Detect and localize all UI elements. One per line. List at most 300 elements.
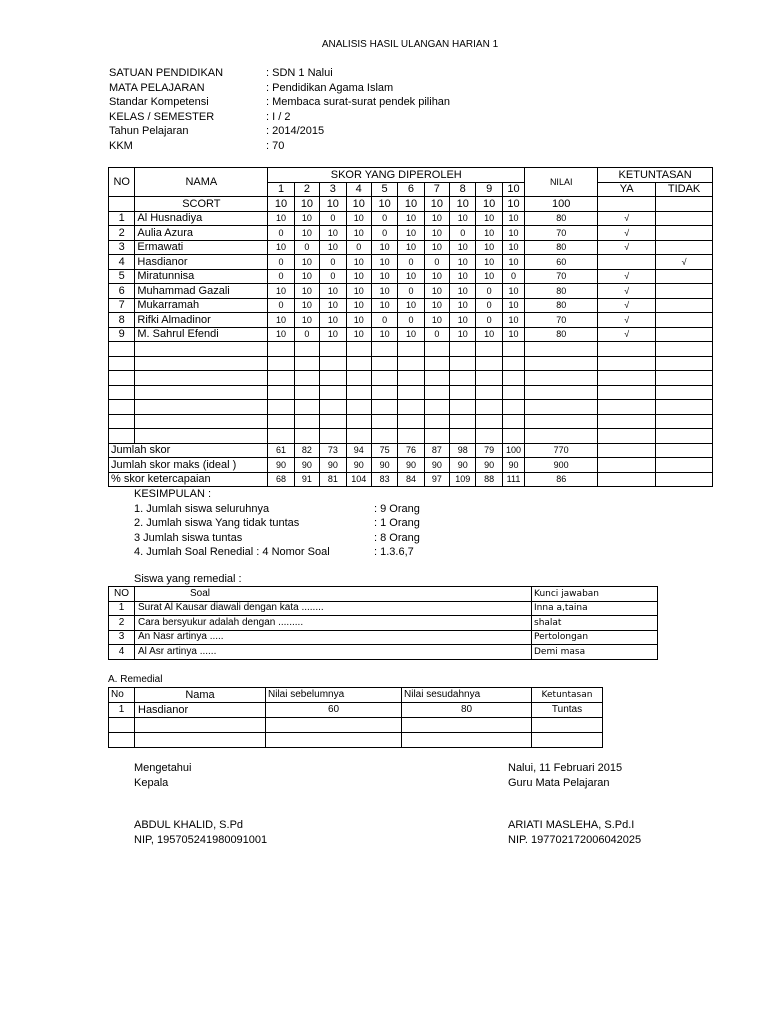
- scort-value: 10: [268, 197, 294, 212]
- summary-value: 87: [424, 443, 449, 458]
- student-score: 10: [371, 327, 397, 342]
- summary-ya: [598, 458, 656, 473]
- student-nilai: 70: [525, 313, 598, 328]
- empty-cell: [525, 342, 598, 357]
- empty-cell: [525, 371, 598, 386]
- table-row: [109, 645, 658, 660]
- score-table: [108, 167, 713, 487]
- empty-cell: [266, 733, 402, 748]
- summary-value: 83: [371, 472, 397, 487]
- student-score: 10: [398, 240, 424, 255]
- scort-value: 10: [320, 197, 346, 212]
- student-score: 10: [294, 284, 319, 299]
- summary-value: 90: [424, 458, 449, 473]
- kesimpulan-label: 1. Jumlah siswa seluruhnya: [134, 502, 270, 515]
- summary-label: Jumlah skor: [109, 443, 268, 458]
- empty-cell: [320, 371, 346, 386]
- header-ketuntasan: KETUNTASAN: [598, 168, 713, 183]
- table-row: [109, 226, 713, 241]
- student-score: 10: [398, 298, 424, 313]
- student-score: 10: [502, 226, 524, 241]
- check-ya: √: [598, 240, 656, 255]
- empty-cell: [266, 718, 402, 733]
- summary-value: 100: [502, 443, 524, 458]
- student-score: 0: [371, 313, 397, 328]
- summary-value: 90: [476, 458, 502, 473]
- header-no: NO: [109, 168, 135, 197]
- summary-value: 90: [398, 458, 424, 473]
- student-no: 2: [109, 226, 135, 241]
- summary-value: 94: [346, 443, 371, 458]
- student-score: 10: [502, 255, 524, 270]
- student-no: 4: [109, 255, 135, 270]
- summary-value: 75: [371, 443, 397, 458]
- school-info: [109, 66, 450, 153]
- summary-tidak: [656, 472, 713, 487]
- info-label: KELAS / SEMESTER: [109, 110, 215, 123]
- empty-cell: [294, 385, 319, 400]
- rem-no: 1: [109, 703, 135, 718]
- empty-row: [109, 385, 713, 400]
- summary-row: [109, 443, 713, 458]
- student-score: 0: [268, 226, 294, 241]
- sig-left-line1: Mengetahui: [134, 762, 192, 774]
- info-label: Tahun Pelajaran: [109, 125, 189, 137]
- student-score: 10: [346, 298, 371, 313]
- scort-value: 10: [424, 197, 449, 212]
- student-score: 0: [268, 298, 294, 313]
- empty-cell: [476, 371, 502, 386]
- summary-value: 61: [268, 443, 294, 458]
- student-nilai: 70: [525, 269, 598, 284]
- empty-cell: [402, 718, 532, 733]
- kesimpulan-value: : 8 Orang: [374, 531, 420, 544]
- empty-cell: [476, 356, 502, 371]
- scort-no: [109, 197, 135, 212]
- student-score: 10: [424, 313, 449, 328]
- summary-value: 91: [294, 472, 319, 487]
- soal-no: 1: [109, 601, 135, 616]
- table-row: [109, 255, 713, 270]
- empty-cell: [424, 385, 449, 400]
- student-score: 10: [268, 313, 294, 328]
- student-score: 10: [268, 284, 294, 299]
- student-score: 10: [502, 284, 524, 299]
- student-score: 0: [268, 255, 294, 270]
- summary-ya: [598, 443, 656, 458]
- empty-cell: [371, 400, 397, 415]
- empty-cell: [268, 371, 294, 386]
- empty-cell: [598, 356, 656, 371]
- kesimpulan-label: 2. Jumlah siswa Yang tidak tuntas: [134, 517, 300, 529]
- scort-row: [109, 197, 713, 212]
- student-name: Miratunnisa: [135, 269, 268, 284]
- soal-kunci: Inna a,taina: [532, 601, 658, 616]
- signature-right: [508, 761, 641, 848]
- student-score: 10: [424, 211, 449, 226]
- question-number: 7: [424, 182, 449, 197]
- empty-cell: [532, 733, 603, 748]
- question-number: 8: [450, 182, 476, 197]
- summary-value: 90: [371, 458, 397, 473]
- student-score: 0: [268, 269, 294, 284]
- kesimpulan-value: : 9 Orang: [374, 502, 420, 515]
- header-skor: SKOR YANG DIPEROLEH: [268, 168, 525, 183]
- empty-cell: [476, 400, 502, 415]
- student-score: 10: [294, 226, 319, 241]
- empty-cell: [320, 400, 346, 415]
- remedial-students-heading: Siswa yang remedial :: [134, 573, 242, 585]
- summary-nilai: 86: [525, 472, 598, 487]
- empty-cell: [135, 400, 268, 415]
- empty-cell: [424, 342, 449, 357]
- empty-cell: [320, 356, 346, 371]
- empty-cell: [109, 385, 135, 400]
- student-score: 10: [502, 211, 524, 226]
- summary-label: % skor ketercapaian: [109, 472, 268, 487]
- student-score: 10: [294, 211, 319, 226]
- empty-cell: [656, 356, 713, 371]
- summary-value: 90: [320, 458, 346, 473]
- check-ya: √: [598, 298, 656, 313]
- empty-cell: [424, 356, 449, 371]
- student-score: 0: [320, 255, 346, 270]
- empty-row: [109, 718, 715, 733]
- empty-row: [109, 414, 713, 429]
- check-ya: √: [598, 313, 656, 328]
- student-score: 10: [424, 298, 449, 313]
- student-score: 0: [398, 255, 424, 270]
- student-name: Aulia Azura: [135, 226, 268, 241]
- empty-cell: [525, 429, 598, 444]
- check-ya: √: [598, 284, 656, 299]
- student-score: 10: [476, 255, 502, 270]
- summary-value: 73: [320, 443, 346, 458]
- empty-cell: [346, 342, 371, 357]
- empty-row: [109, 356, 713, 371]
- student-score: 10: [320, 284, 346, 299]
- empty-cell: [294, 414, 319, 429]
- check-tidak: [656, 327, 713, 342]
- summary-value: 76: [398, 443, 424, 458]
- question-number: 3: [320, 182, 346, 197]
- student-no: 5: [109, 269, 135, 284]
- table-row: [109, 327, 713, 342]
- soal-text: Al Asr artinya ......: [135, 645, 532, 660]
- empty-cell: [656, 342, 713, 357]
- kesimpulan-item: [134, 531, 420, 546]
- soal-no: 3: [109, 630, 135, 645]
- kesimpulan-item: [134, 502, 420, 517]
- scort-value: 10: [476, 197, 502, 212]
- sig-right-line1: Nalui, 11 Februari 2015: [508, 762, 623, 774]
- student-score: 10: [268, 211, 294, 226]
- empty-cell: [398, 429, 424, 444]
- info-label: Standar Kompetensi: [109, 96, 209, 108]
- scort-label: SCORT: [135, 197, 268, 212]
- kesimpulan-label: 3 Jumlah siswa tuntas: [134, 531, 243, 544]
- student-score: 10: [424, 284, 449, 299]
- student-score: 0: [450, 226, 476, 241]
- student-name: Ermawati: [135, 240, 268, 255]
- summary-value: 90: [268, 458, 294, 473]
- student-score: 0: [294, 327, 319, 342]
- student-score: 10: [476, 240, 502, 255]
- rem-header-no: No: [109, 688, 135, 703]
- sig-left-name: ABDUL KHALID, S.Pd: [134, 819, 244, 831]
- empty-cell: [476, 342, 502, 357]
- info-value: : 2014/2015: [266, 125, 325, 137]
- check-ya: √: [598, 226, 656, 241]
- question-number: 2: [294, 182, 319, 197]
- empty-cell: [109, 356, 135, 371]
- scort-value: 10: [346, 197, 371, 212]
- empty-cell: [109, 400, 135, 415]
- table-row: [109, 601, 658, 616]
- empty-cell: [598, 400, 656, 415]
- table-row: [109, 616, 658, 631]
- rem-blank: [603, 733, 715, 748]
- remedial-heading: A. Remedial: [108, 674, 163, 685]
- student-score: 10: [424, 240, 449, 255]
- empty-cell: [598, 385, 656, 400]
- soal-kunci: Pertolongan: [532, 630, 658, 645]
- empty-cell: [268, 414, 294, 429]
- empty-cell: [502, 371, 524, 386]
- soal-text: Surat Al Kausar diawali dengan kata ........: [135, 601, 532, 616]
- summary-value: 98: [450, 443, 476, 458]
- empty-cell: [525, 414, 598, 429]
- student-score: 10: [450, 284, 476, 299]
- check-ya: √: [598, 327, 656, 342]
- student-score: 10: [502, 313, 524, 328]
- student-nilai: 80: [525, 211, 598, 226]
- info-row: [109, 139, 450, 154]
- soal-kunci: shalat: [532, 616, 658, 631]
- summary-value: 97: [424, 472, 449, 487]
- student-score: 10: [268, 240, 294, 255]
- info-value: : I / 2: [266, 110, 291, 123]
- empty-cell: [525, 400, 598, 415]
- check-tidak: [656, 226, 713, 241]
- rem-header-ketuntasan: Ketuntasan: [532, 688, 603, 703]
- kesimpulan-heading: KESIMPULAN :: [134, 488, 212, 500]
- empty-cell: [598, 429, 656, 444]
- empty-cell: [371, 371, 397, 386]
- kesimpulan-item: [134, 545, 420, 560]
- sig-right-line2: Guru Mata Pelajaran: [508, 777, 610, 789]
- summary-value: 90: [502, 458, 524, 473]
- kesimpulan-value: : 1 Orang: [374, 517, 420, 529]
- info-value: : Membaca surat-surat pendek pilihan: [266, 96, 451, 108]
- student-score: 10: [502, 298, 524, 313]
- empty-cell: [268, 385, 294, 400]
- student-score: 10: [450, 255, 476, 270]
- empty-cell: [598, 342, 656, 357]
- signature-left: [134, 761, 267, 848]
- empty-cell: [424, 414, 449, 429]
- table-row: [109, 211, 713, 226]
- student-score: 10: [346, 226, 371, 241]
- student-nilai: 60: [525, 255, 598, 270]
- student-score: 10: [294, 269, 319, 284]
- student-score: 0: [346, 240, 371, 255]
- soal-header-kunci: Kunci jawaban: [532, 587, 658, 602]
- student-score: 10: [476, 327, 502, 342]
- header-ya: YA: [598, 182, 656, 197]
- info-label: SATUAN PENDIDIKAN: [109, 67, 224, 79]
- summary-nilai: 770: [525, 443, 598, 458]
- student-score: 0: [424, 255, 449, 270]
- empty-cell: [294, 342, 319, 357]
- student-score: 10: [320, 327, 346, 342]
- sig-left-nip: NIP, 195705241980091001: [134, 834, 268, 846]
- student-score: 0: [294, 240, 319, 255]
- student-score: 10: [346, 327, 371, 342]
- summary-ya: [598, 472, 656, 487]
- empty-cell: [268, 356, 294, 371]
- empty-cell: [320, 342, 346, 357]
- empty-cell: [450, 356, 476, 371]
- student-no: 9: [109, 327, 135, 342]
- empty-cell: [346, 371, 371, 386]
- rem-header-nama: Nama: [135, 688, 266, 703]
- student-score: 10: [450, 298, 476, 313]
- sig-right-nip: NIP. 197702172006042025: [508, 834, 642, 846]
- check-tidak: [656, 284, 713, 299]
- summary-nilai: 900: [525, 458, 598, 473]
- table-row: [109, 269, 713, 284]
- rem-blank: [603, 688, 715, 703]
- student-name: Hasdianor: [135, 255, 268, 270]
- empty-cell: [502, 356, 524, 371]
- check-tidak: √: [656, 255, 713, 270]
- empty-cell: [320, 429, 346, 444]
- rem-blank: [603, 703, 715, 718]
- student-score: 0: [320, 211, 346, 226]
- info-value: : SDN 1 Nalui: [266, 67, 333, 79]
- scort-value: 10: [294, 197, 319, 212]
- student-score: 10: [346, 269, 371, 284]
- student-name: Rifki Almadinor: [135, 313, 268, 328]
- empty-row: [109, 342, 713, 357]
- student-score: 10: [320, 313, 346, 328]
- empty-cell: [371, 385, 397, 400]
- empty-cell: [525, 356, 598, 371]
- scort-ya: [598, 197, 656, 212]
- empty-cell: [532, 718, 603, 733]
- summary-value: 90: [450, 458, 476, 473]
- empty-cell: [502, 400, 524, 415]
- student-score: 0: [476, 298, 502, 313]
- empty-cell: [371, 356, 397, 371]
- summary-value: 84: [398, 472, 424, 487]
- empty-cell: [450, 400, 476, 415]
- student-score: 0: [476, 313, 502, 328]
- summary-row: [109, 458, 713, 473]
- scort-value: 10: [398, 197, 424, 212]
- summary-value: 82: [294, 443, 319, 458]
- student-score: 10: [398, 269, 424, 284]
- soal-no: 2: [109, 616, 135, 631]
- empty-cell: [398, 400, 424, 415]
- rem-nama: Hasdianor: [135, 703, 266, 718]
- summary-value: 109: [450, 472, 476, 487]
- info-row: [109, 110, 450, 125]
- empty-row: [109, 733, 715, 748]
- student-name: M. Sahrul Efendi: [135, 327, 268, 342]
- table-row: [109, 313, 713, 328]
- student-score: 0: [398, 313, 424, 328]
- rem-sesudah: 80: [402, 703, 532, 718]
- empty-cell: [402, 733, 532, 748]
- rem-header-sesudah: Nilai sesudahnya: [402, 688, 532, 703]
- student-score: 0: [424, 327, 449, 342]
- empty-cell: [398, 385, 424, 400]
- empty-row: [109, 371, 713, 386]
- empty-cell: [294, 356, 319, 371]
- summary-tidak: [656, 458, 713, 473]
- student-nilai: 80: [525, 298, 598, 313]
- empty-cell: [109, 371, 135, 386]
- info-row: [109, 124, 450, 139]
- summary-value: 81: [320, 472, 346, 487]
- empty-cell: [525, 385, 598, 400]
- scort-value: 10: [371, 197, 397, 212]
- student-score: 10: [371, 240, 397, 255]
- empty-cell: [450, 414, 476, 429]
- empty-cell: [398, 414, 424, 429]
- question-number: 9: [476, 182, 502, 197]
- student-score: 10: [268, 327, 294, 342]
- empty-cell: [109, 414, 135, 429]
- student-score: 10: [346, 211, 371, 226]
- sig-right-name: ARIATI MASLEHA, S.Pd.I: [508, 819, 635, 831]
- empty-cell: [135, 718, 266, 733]
- soal-text: Cara bersyukur adalah dengan .........: [135, 616, 532, 631]
- remedial-question-table: [108, 586, 658, 660]
- empty-cell: [371, 429, 397, 444]
- empty-cell: [450, 342, 476, 357]
- summary-value: 90: [294, 458, 319, 473]
- header-nilai: NILAI: [525, 168, 598, 197]
- empty-cell: [346, 414, 371, 429]
- empty-cell: [135, 385, 268, 400]
- student-no: 1: [109, 211, 135, 226]
- scort-value: 10: [450, 197, 476, 212]
- check-tidak: [656, 313, 713, 328]
- empty-cell: [476, 385, 502, 400]
- check-tidak: [656, 298, 713, 313]
- empty-cell: [346, 429, 371, 444]
- summary-value: 88: [476, 472, 502, 487]
- empty-cell: [346, 385, 371, 400]
- question-number: 5: [371, 182, 397, 197]
- student-score: 10: [450, 211, 476, 226]
- student-score: 0: [320, 269, 346, 284]
- empty-cell: [135, 414, 268, 429]
- check-tidak: [656, 211, 713, 226]
- question-number: 10: [502, 182, 524, 197]
- empty-cell: [424, 371, 449, 386]
- empty-cell: [502, 385, 524, 400]
- info-label: KKM: [109, 139, 133, 152]
- student-no: 3: [109, 240, 135, 255]
- empty-cell: [398, 371, 424, 386]
- empty-cell: [424, 429, 449, 444]
- empty-cell: [294, 429, 319, 444]
- empty-cell: [135, 733, 266, 748]
